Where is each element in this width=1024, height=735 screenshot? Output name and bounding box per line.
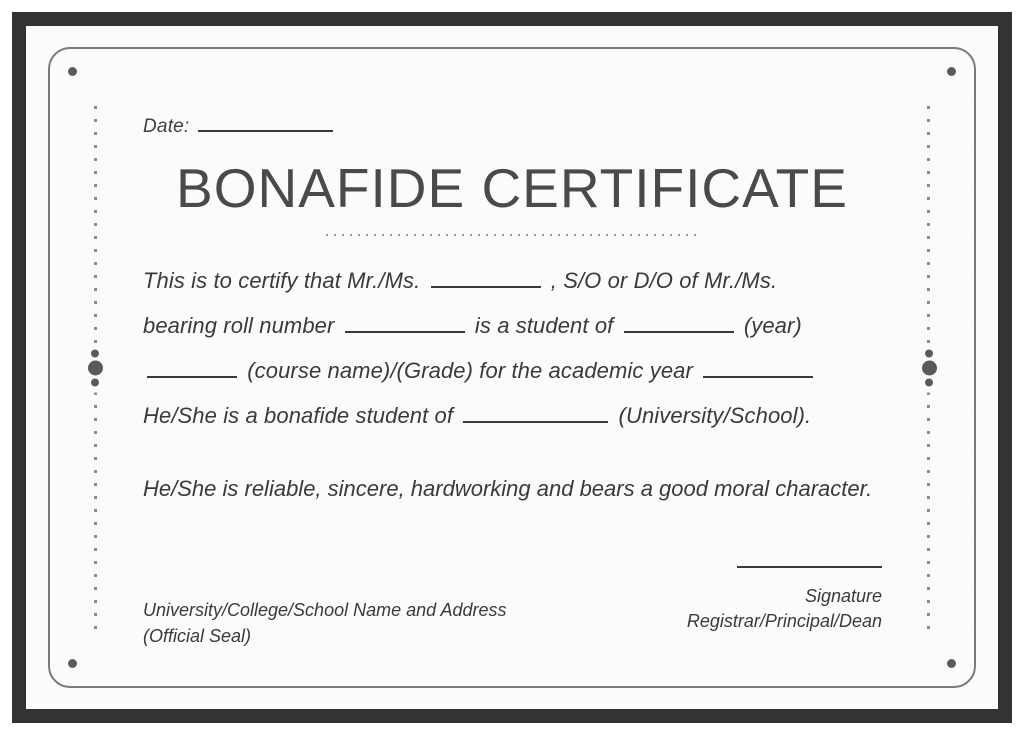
- body-line-1: [143, 258, 894, 303]
- body-line-2-text-c: (year): [743, 312, 802, 338]
- body-line-4-text-b: (University/School).: [618, 402, 812, 428]
- body-line-2-text-b: is a student of: [474, 312, 614, 338]
- body-line-4-text-a: He/She is a bonafide student of: [143, 402, 454, 428]
- body-line-1-text-b: , S/O or D/O of Mr./Ms.: [550, 267, 778, 293]
- academic-year-blank-field[interactable]: [703, 376, 813, 378]
- student-of-blank-field[interactable]: [624, 331, 734, 333]
- ornament-dot-large: [88, 360, 103, 375]
- roll-number-blank-field[interactable]: [345, 331, 465, 333]
- footer-institution-line: University/College/School Name and Address: [143, 600, 507, 620]
- footer-block: [143, 597, 507, 649]
- corner-dot-bottom-right-icon: [947, 659, 956, 668]
- body-line-2: [143, 303, 894, 348]
- outer-dark-border: [12, 12, 1012, 723]
- course-name-blank-field[interactable]: [147, 376, 237, 378]
- certificate-body: [143, 258, 894, 438]
- signature-block: [687, 566, 882, 634]
- date-label: Date:: [143, 116, 190, 137]
- footer-seal-line: (Official Seal): [143, 626, 252, 646]
- corner-dot-top-right-icon: [947, 67, 956, 76]
- ornament-dot-small-bottom: [925, 378, 933, 386]
- signature-designation: Registrar/Principal/Dean: [686, 611, 882, 631]
- side-ornament-right-icon: [920, 343, 938, 392]
- ornament-dot-small-top: [91, 349, 99, 357]
- corner-dot-top-left-icon: [68, 67, 77, 76]
- page-title: BONAFIDE CERTIFICATE: [176, 157, 848, 219]
- title-divider: [326, 234, 698, 236]
- date-blank-field[interactable]: [198, 130, 333, 132]
- signature-label: Signature: [804, 586, 882, 606]
- body-line-1-text-a: This is to certify that Mr./Ms.: [143, 267, 421, 293]
- body-line-2-text-a: bearing roll number: [143, 312, 335, 338]
- character-paragraph: He/She is reliable, sincere, hardworking and bears a good moral character.: [143, 475, 873, 501]
- body-line-3-text-a: (course name)/(Grade) for the academic year: [247, 357, 693, 383]
- ornament-dot-large: [922, 360, 937, 375]
- body-line-4: [143, 393, 894, 438]
- body-line-3: [143, 348, 894, 393]
- ornament-dot-small-bottom: [91, 378, 99, 386]
- corner-dot-bottom-left-icon: [68, 659, 77, 668]
- side-ornament-left-icon: [86, 343, 104, 392]
- ornament-dot-small-top: [925, 349, 933, 357]
- date-row: [143, 116, 894, 138]
- signature-blank-field[interactable]: [737, 566, 882, 568]
- student-name-blank-field[interactable]: [431, 286, 541, 288]
- university-blank-field[interactable]: [463, 421, 608, 423]
- certificate-content: [130, 86, 894, 659]
